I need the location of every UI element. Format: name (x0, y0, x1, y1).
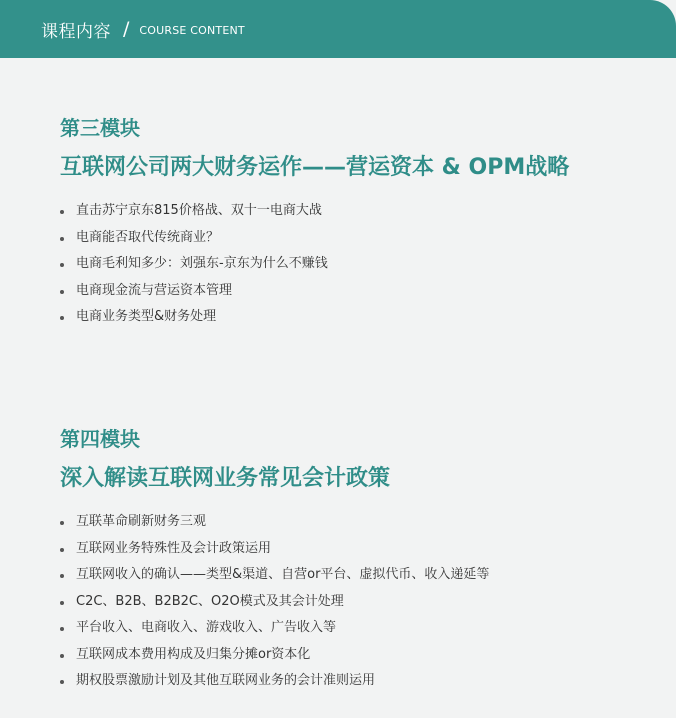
list-item-text: 直击苏宁京东815价格战、双十一电商大战 (76, 203, 322, 218)
header-title: 课程内容 (41, 21, 111, 42)
list-item-text: 互联网收入的确认——类型&渠道、自营or平台、虚拟代币、收入递延等 (76, 567, 490, 582)
header-bar (0, 0, 676, 58)
list-item (60, 589, 489, 616)
module-subtitle: 深入解读互联网业务常见会计政策 (60, 466, 391, 491)
module-3-section (60, 114, 569, 331)
list-item-text: 互联网成本费用构成及归集分摊or资本化 (76, 646, 311, 662)
list-item (60, 509, 489, 536)
list-item-text: C2C、B2B、B2B2C、O2O模式及其会计处理 (76, 593, 344, 609)
list-item (60, 668, 489, 695)
bullet-dot (60, 237, 64, 241)
list-item-text: 电商毛利知多少：刘强东-京东为什么不赚钱 (76, 256, 328, 271)
list-item-text: 平台收入、电商收入、游戏收入、广告收入等 (76, 620, 337, 635)
list-item (60, 278, 569, 305)
list-item (60, 642, 489, 669)
list-item-text: 互联革命刷新财务三观 (76, 514, 207, 529)
header-separator: / (123, 18, 130, 40)
list-item (60, 536, 489, 563)
bullet-dot (60, 263, 64, 267)
module-subtitle: 互联网公司两大财务运作——营运资本 & OPM战略 (60, 155, 570, 180)
module-4-bullet-list (60, 509, 489, 695)
list-item (60, 304, 569, 331)
list-item-text: 期权股票激励计划及其他互联网业务的会计准则运用 (76, 673, 376, 688)
module-4-section (60, 425, 489, 695)
list-item-text: 电商现金流与营运资本管理 (76, 282, 233, 298)
list-item (60, 225, 569, 252)
bullet-dot (60, 601, 64, 605)
list-item-text: 互联网业务特殊性及会计政策运用 (76, 540, 272, 556)
bullet-dot (60, 680, 64, 684)
bullet-dot (60, 627, 64, 631)
bullet-dot (60, 210, 64, 214)
module-title: 第三模块 (60, 116, 140, 140)
bullet-dot (60, 521, 64, 525)
bullet-dot (60, 316, 64, 320)
bullet-dot (60, 548, 64, 552)
bullet-dot (60, 574, 64, 578)
header-subtitle: COURSE CONTENT (139, 24, 245, 37)
list-item (60, 615, 489, 642)
bullet-dot (60, 290, 64, 294)
list-item (60, 198, 569, 225)
list-item-text: 电商业务类型&财务处理 (76, 309, 217, 324)
list-item (60, 562, 489, 589)
module-3-bullet-list (60, 198, 569, 331)
list-item-text: 电商能否取代传统商业？ (76, 229, 220, 245)
list-item (60, 251, 569, 278)
bullet-dot (60, 654, 64, 658)
module-title: 第四模块 (60, 427, 140, 451)
